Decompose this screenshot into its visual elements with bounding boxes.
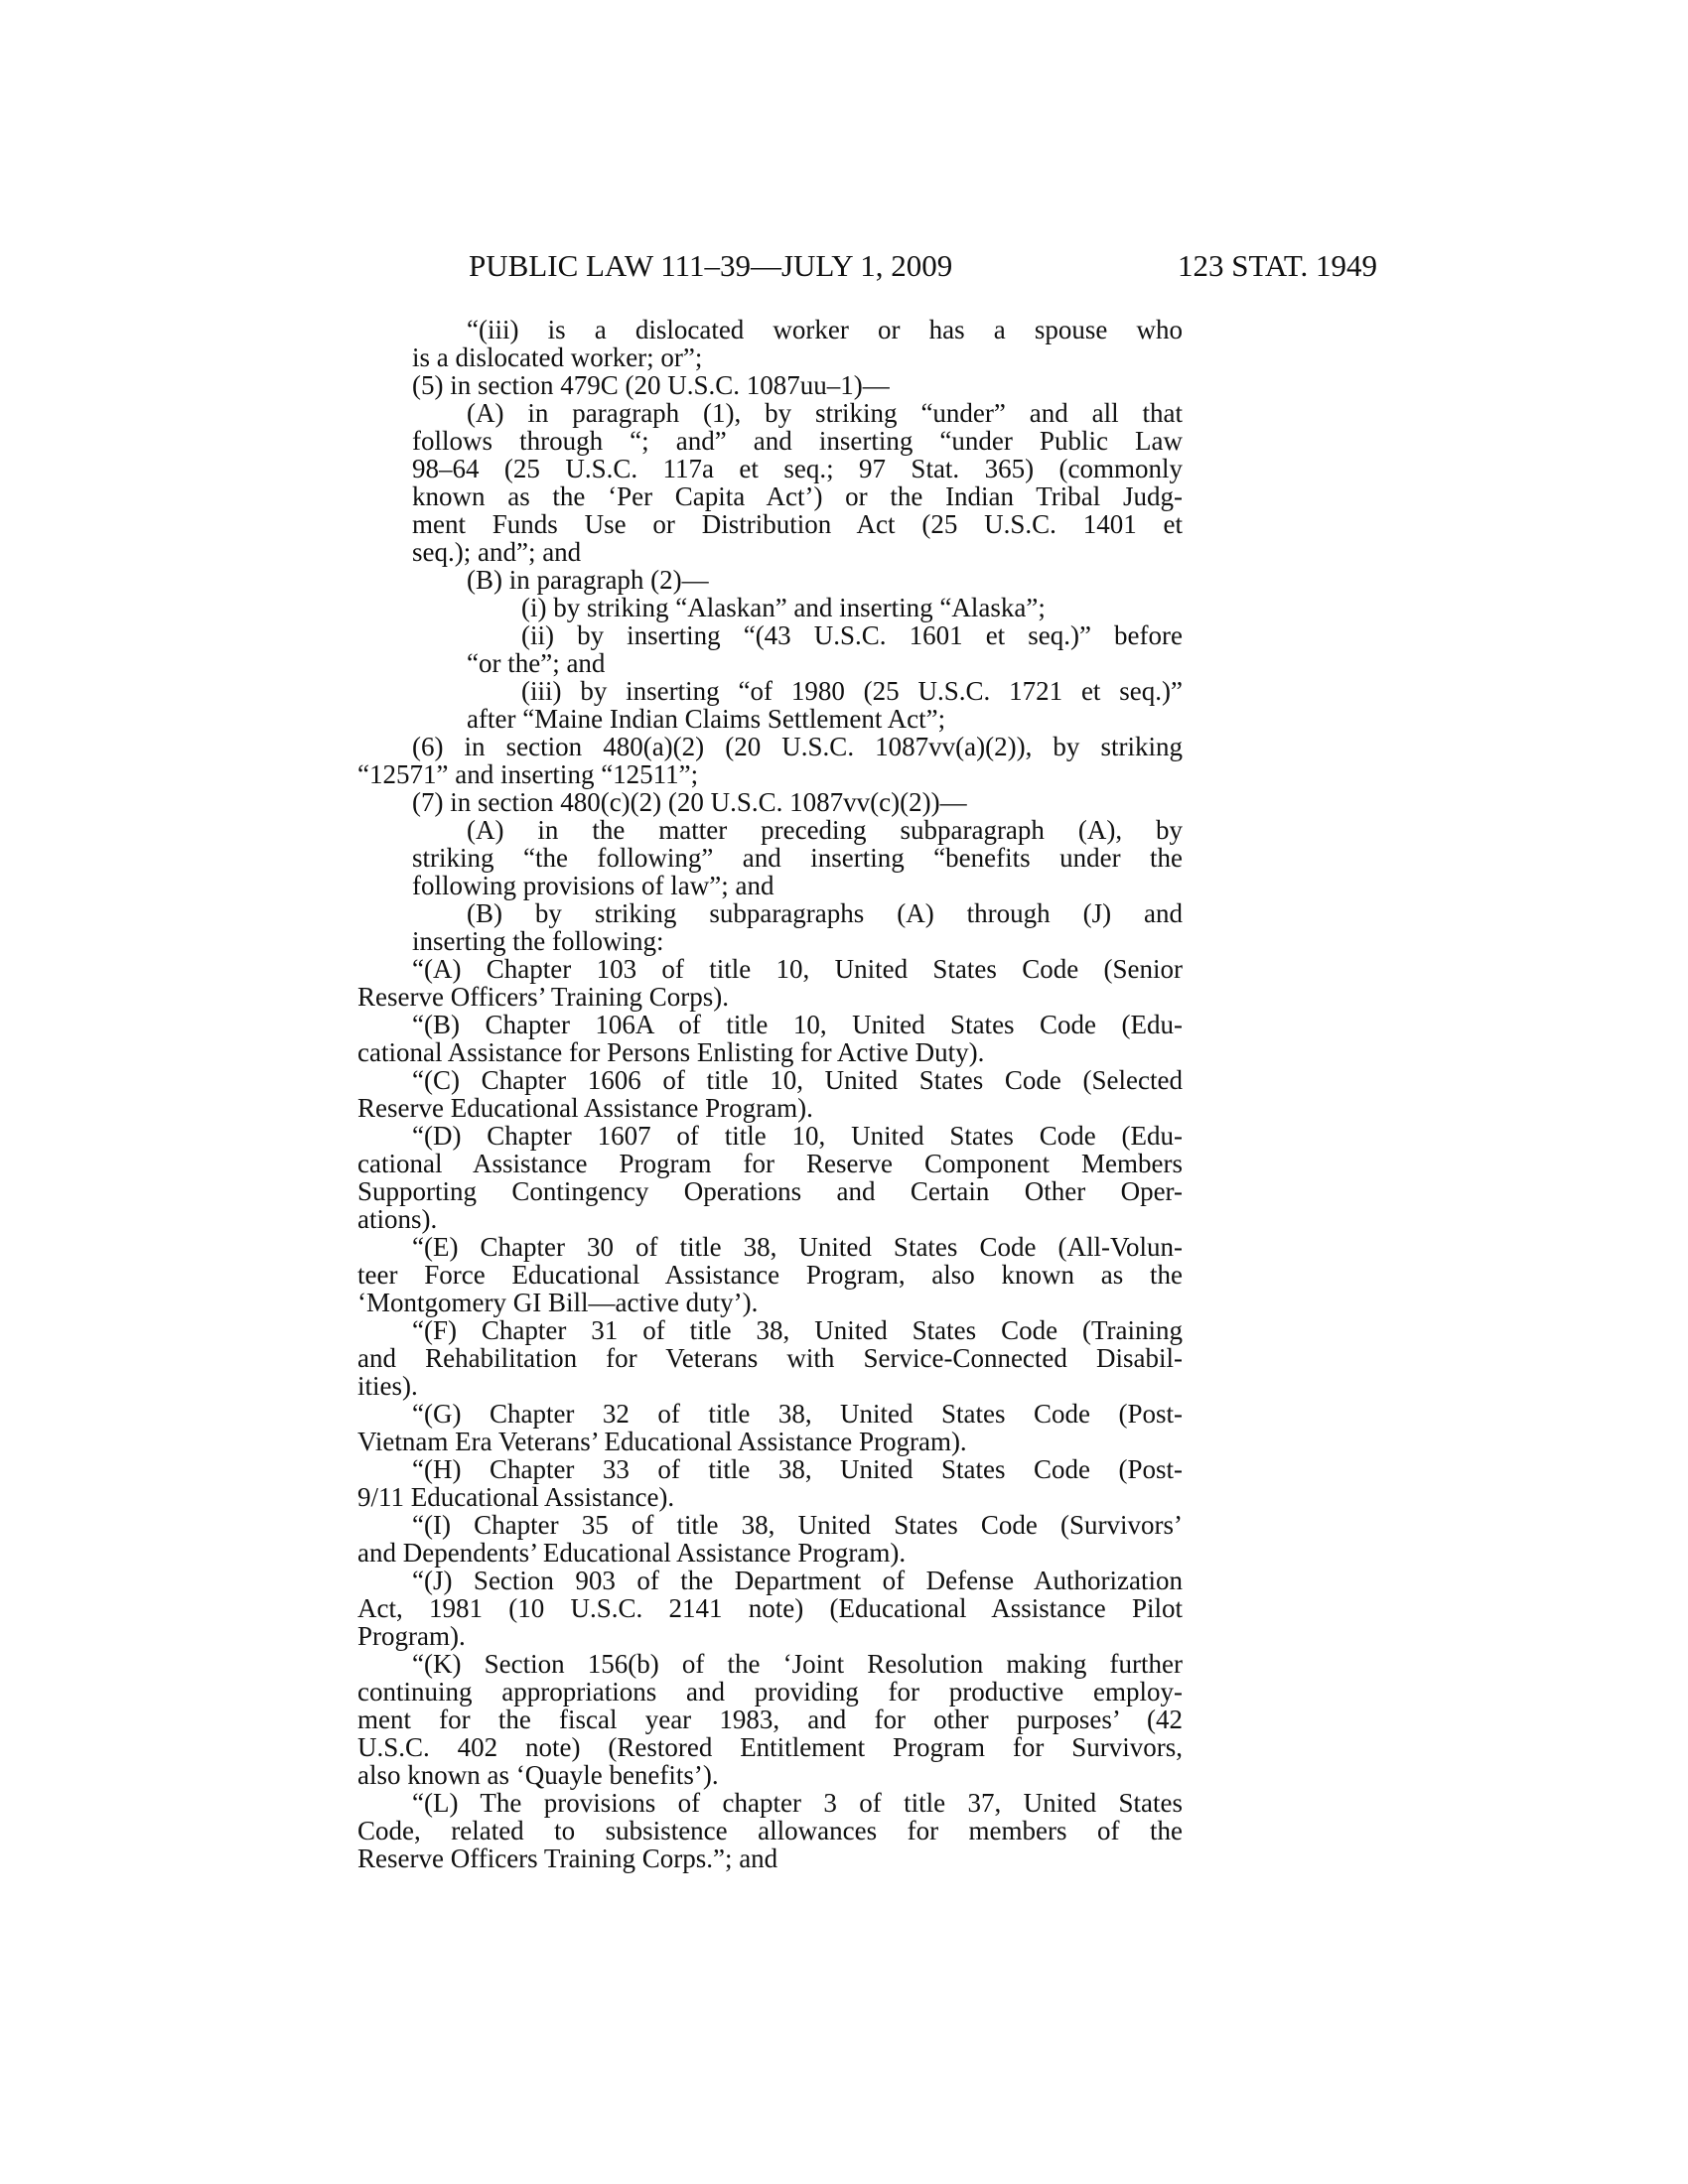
text-line: Code, related to subsistence allowances for members of the <box>357 1816 1183 1845</box>
text-line: ment for the fiscal year 1983, and for other purposes’ (42 <box>357 1705 1183 1734</box>
text-line: also known as ‘Quayle benefits’). <box>357 1760 719 1790</box>
text-line: cational Assistance for Persons Enlisting for Active Duty). <box>357 1037 985 1067</box>
text-line: Reserve Officers’ Training Corps). <box>357 982 729 1012</box>
text-line: and Rehabilitation for Veterans with Service-Connected Disabil- <box>357 1343 1183 1373</box>
text-line: is a dislocated worker; or”; <box>412 342 703 372</box>
text-line: Act, 1981 (10 U.S.C. 2141 note) (Educational Assistance Pilot <box>357 1593 1183 1623</box>
text-line: “(C) Chapter 1606 of title 10, United States Code (Selected <box>412 1065 1183 1095</box>
text-line: ities). <box>357 1371 418 1401</box>
text-line: Vietnam Era Veterans’ Educational Assistance Program). <box>357 1427 967 1456</box>
text-line: (i) by striking “Alaskan” and inserting “Alaska”; <box>521 593 1046 622</box>
text-line: “or the”; and <box>467 648 606 678</box>
text-line: continuing appropriations and providing for productive employ- <box>357 1677 1183 1706</box>
text-line: (A) in paragraph (1), by striking “under” and all that <box>467 398 1183 428</box>
text-line: and Dependents’ Educational Assistance Program). <box>357 1538 907 1568</box>
statute-page-number: 123 STAT. 1949 <box>1177 248 1377 283</box>
text-line: Reserve Educational Assistance Program). <box>357 1093 813 1123</box>
text-line: “(L) The provisions of chapter 3 of title 37, United States <box>412 1788 1183 1818</box>
text-line: “(K) Section 156(b) of the ‘Joint Resolution making further <box>412 1649 1183 1679</box>
text-line: following provisions of law”; and <box>412 871 774 900</box>
text-line: (B) by striking subparagraphs (A) through (J) and <box>467 898 1183 928</box>
statute-body-text <box>357 316 1183 1872</box>
text-line: inserting the following: <box>412 926 664 956</box>
text-line: 9/11 Educational Assistance). <box>357 1482 675 1512</box>
text-line: “12571” and inserting “12511”; <box>357 759 699 789</box>
text-line: (B) in paragraph (2)— <box>467 565 709 595</box>
text-line: “(D) Chapter 1607 of title 10, United States Code (Edu- <box>412 1121 1183 1151</box>
text-line: “(iii) is a dislocated worker or has a spouse who <box>467 315 1183 344</box>
text-line: ations). <box>357 1204 438 1234</box>
text-line: teer Force Educational Assistance Program, also known as the <box>357 1260 1183 1290</box>
text-line: Program). <box>357 1621 466 1651</box>
text-line: follows through “; and” and inserting “under Public Law <box>412 426 1183 456</box>
public-law-heading: PUBLIC LAW 111–39—JULY 1, 2009 <box>469 248 953 283</box>
text-line: “(B) Chapter 106A of title 10, United States Code (Edu- <box>412 1010 1183 1039</box>
running-head <box>0 246 1688 286</box>
text-line: “(F) Chapter 31 of title 38, United States Code (Training <box>412 1315 1183 1345</box>
text-line: (ii) by inserting “(43 U.S.C. 1601 et seq.)” before <box>521 620 1183 650</box>
text-line: after “Maine Indian Claims Settlement Act”; <box>467 704 946 734</box>
text-line: “(E) Chapter 30 of title 38, United States Code (All-Volun- <box>412 1232 1183 1262</box>
text-line: “(A) Chapter 103 of title 10, United States Code (Senior <box>412 954 1183 984</box>
text-line: Reserve Officers Training Corps.”; and <box>357 1843 778 1873</box>
text-line: seq.); and”; and <box>412 537 582 567</box>
text-line: “(I) Chapter 35 of title 38, United States Code (Survivors’ <box>412 1510 1183 1540</box>
text-line: cational Assistance Program for Reserve Component Members <box>357 1149 1183 1178</box>
text-line: (7) in section 480(c)(2) (20 U.S.C. 1087vv(c)(2))— <box>412 787 967 817</box>
text-line: striking “the following” and inserting “benefits under the <box>412 843 1183 873</box>
text-line: “(J) Section 903 of the Department of Defense Authorization <box>412 1566 1183 1595</box>
text-line: 98–64 (25 U.S.C. 117a et seq.; 97 Stat. 365) (commonly <box>412 454 1183 483</box>
text-line: known as the ‘Per Capita Act’) or the Indian Tribal Judg- <box>412 481 1183 511</box>
text-line: “(G) Chapter 32 of title 38, United States Code (Post- <box>412 1399 1183 1429</box>
text-line: ment Funds Use or Distribution Act (25 U.S.C. 1401 et <box>412 509 1183 539</box>
text-line: Supporting Contingency Operations and Certain Other Oper- <box>357 1176 1183 1206</box>
text-line: (6) in section 480(a)(2) (20 U.S.C. 1087vv(a)(2)), by striking <box>412 732 1183 761</box>
text-line: (A) in the matter preceding subparagraph (A), by <box>467 815 1183 845</box>
text-line: U.S.C. 402 note) (Restored Entitlement Program for Survivors, <box>357 1732 1183 1762</box>
text-line: “(H) Chapter 33 of title 38, United States Code (Post- <box>412 1454 1183 1484</box>
text-line: (5) in section 479C (20 U.S.C. 1087uu–1)— <box>412 370 890 400</box>
text-line: (iii) by inserting “of 1980 (25 U.S.C. 1721 et seq.)” <box>521 676 1183 706</box>
text-line: ‘Montgomery GI Bill—active duty’). <box>357 1288 759 1317</box>
